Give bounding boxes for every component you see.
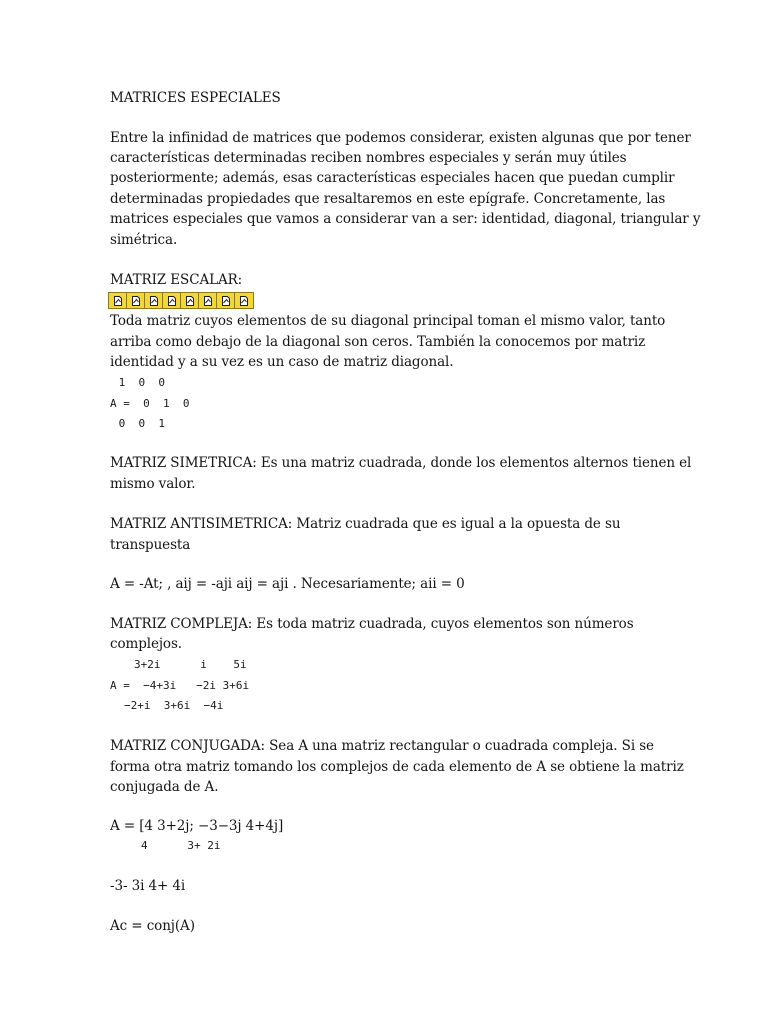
intro-line-6: simétrica.: [110, 232, 178, 248]
page-title: MATRICES ESPECIALES: [110, 90, 281, 106]
antisimetrica-line-1: MATRIZ ANTISIMETRICA: Matriz cuadrada que es igual a la opuesta de su: [110, 516, 621, 532]
conjugada-line-2: forma otra matriz tomando los complejos de cada elemento de A se obtiene la matriz: [110, 759, 684, 775]
conjugada-row-2: -3- 3i 4+ 4i: [110, 878, 186, 894]
image-placeholder-icon: [181, 293, 199, 308]
antisimetrica-equation: A = -At; , aij = -aji aij = aji . Necesariamente; aii = 0: [110, 576, 465, 592]
compleja-matrix-row-2: A = −4+3i −2i 3+6i: [110, 679, 250, 692]
intro-line-3: posteriormente; además, esas características especiales hacen que puedan cumplir: [110, 170, 675, 186]
escalar-matrix-row-1: 1 0 0: [112, 376, 165, 389]
image-placeholder-icon: [145, 293, 163, 308]
intro-line-4: determinadas propiedades que resaltaremos en este epígrafe. Concretamente, las: [110, 191, 666, 207]
compleja-matrix-row-3: −2+i 3+6i −4i: [124, 699, 224, 712]
escalar-text-line-3: identidad y a su vez es un caso de matriz diagonal.: [110, 354, 454, 370]
escalar-matrix-row-3: 0 0 1: [112, 417, 165, 430]
intro-line-1: Entre la infinidad de matrices que podemos considerar, existen algunas que por tener: [110, 130, 691, 146]
simetrica-line-1: MATRIZ SIMETRICA: Es una matriz cuadrada, donde los elementos alternos tienen el: [110, 455, 692, 471]
conjugada-line-3: conjugada de A.: [110, 779, 219, 795]
image-placeholder-icon: [163, 293, 181, 308]
intro-line-2: características determinadas reciben nombres especiales y serán muy útiles: [110, 150, 627, 166]
image-placeholder-icon: [217, 293, 235, 308]
image-placeholder-icon: [235, 293, 253, 308]
antisimetrica-line-2: transpuesta: [110, 537, 191, 553]
escalar-text-line-1: Toda matriz cuyos elementos de su diagonal principal toman el mismo valor, tanto: [110, 313, 666, 329]
conjugada-line-1: MATRIZ CONJUGADA: Sea A una matriz rectangular o cuadrada compleja. Si se: [110, 738, 654, 754]
section-heading-escalar: MATRIZ ESCALAR:: [110, 272, 243, 288]
intro-line-5: matrices especiales que vamos a considerar van a ser: identidad, diagonal, triangular y: [110, 211, 701, 227]
compleja-line-2: complejos.: [110, 636, 182, 652]
broken-image-strip: [108, 292, 254, 309]
escalar-matrix-row-2: A = 0 1 0: [110, 397, 190, 410]
simetrica-line-2: mismo valor.: [110, 476, 196, 492]
image-placeholder-icon: [199, 293, 217, 308]
image-placeholder-icon: [109, 293, 127, 308]
compleja-line-1: MATRIZ COMPLEJA: Es toda matriz cuadrada, cuyos elementos son números: [110, 616, 634, 632]
image-placeholder-icon: [127, 293, 145, 308]
conjugada-equation: A = [4 3+2j; −3−3j 4+4j]: [110, 818, 284, 834]
escalar-text-line-2: arriba como debajo de la diagonal son ceros. También la conocemos por matriz: [110, 334, 646, 350]
conjugada-row-1: 4 3+ 2i: [141, 839, 221, 852]
conjugada-result: Ac = conj(A): [110, 918, 195, 934]
compleja-matrix-row-1: 3+2i i 5i: [134, 658, 247, 671]
